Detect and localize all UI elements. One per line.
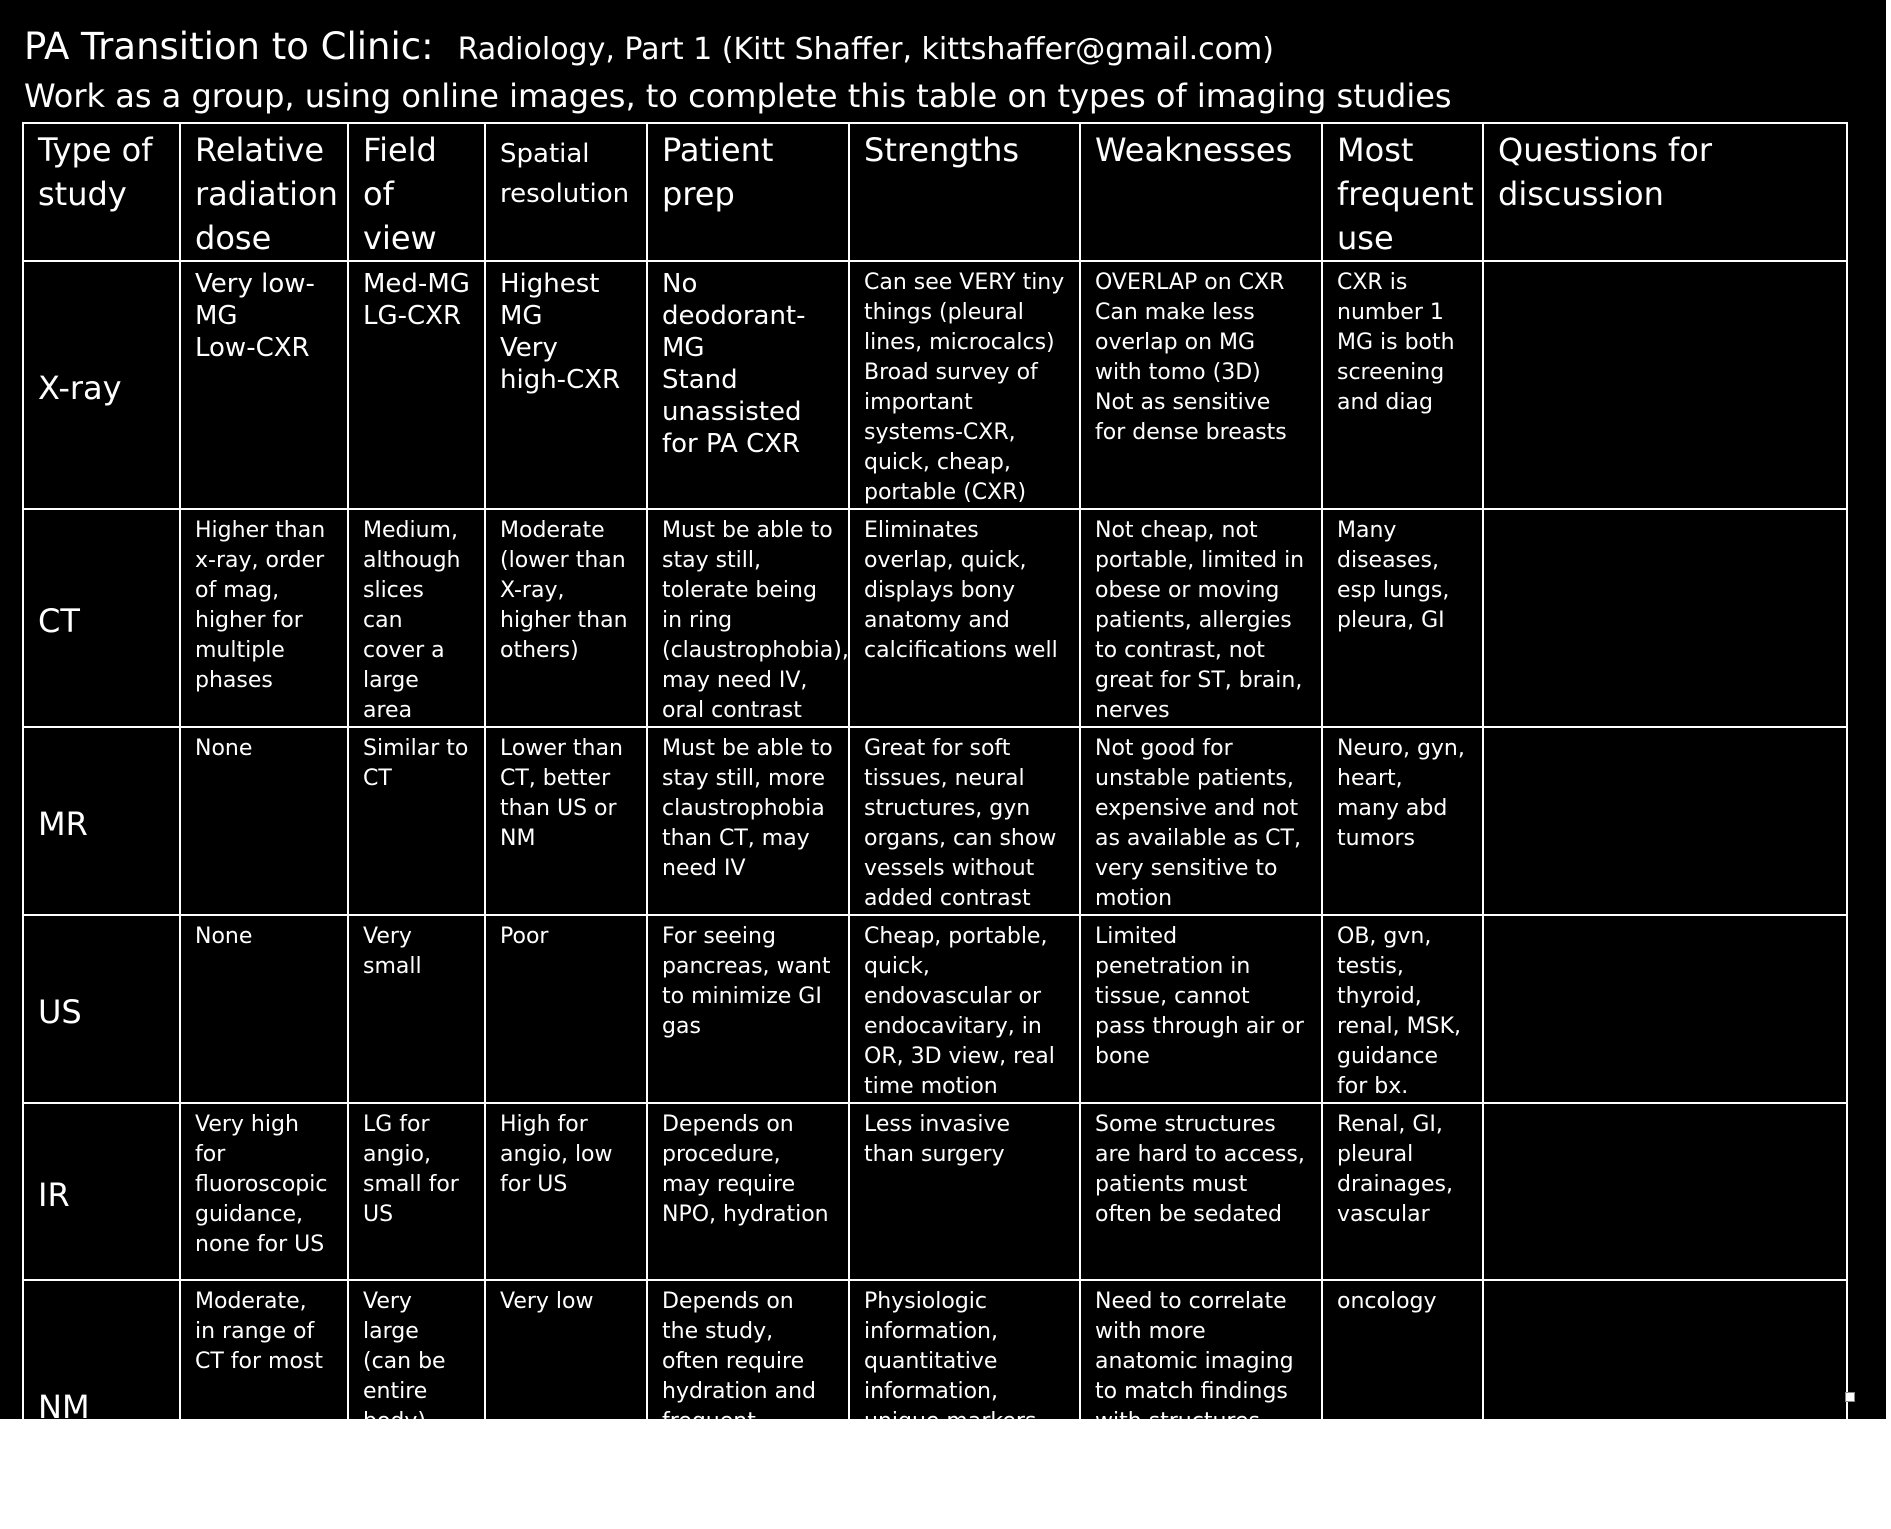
title-main: PA Transition to Clinic:	[24, 25, 434, 68]
cell-prep: No deodorant-MG Stand unassisted for PA CXR	[647, 261, 849, 509]
resize-handle[interactable]	[1845, 1392, 1855, 1402]
cell-prep: Must be able to stay still, tolerate being in ring (claustrophobia), may need IV, oral contrast	[647, 509, 849, 727]
cell-prep: Depends on procedure, may require NPO, hydration	[647, 1103, 849, 1280]
header-most-frequent-use: Most frequent use	[1322, 123, 1483, 261]
cell-questions[interactable]	[1483, 1280, 1847, 1528]
row-type: MR	[23, 727, 180, 915]
cell-use: Many diseases, esp lungs, pleura, GI	[1322, 509, 1483, 727]
cell-questions[interactable]	[1483, 915, 1847, 1103]
cell-field: LG for angio, small for US	[348, 1103, 485, 1280]
cell-weaknesses: Limited penetration in tissue, cannot pass through air or bone	[1080, 915, 1322, 1103]
cell-resolution: High for angio, low for US	[485, 1103, 647, 1280]
cell-use: Neuro, gyn, heart, many abd tumors	[1322, 727, 1483, 915]
header-spatial-resolution: Spatial resolution	[485, 123, 647, 261]
cell-questions[interactable]	[1483, 727, 1847, 915]
cell-field: Med-MG LG-CXR	[348, 261, 485, 509]
header-strengths: Strengths	[849, 123, 1080, 261]
cell-weaknesses: Not good for unstable patients, expensive and not as available as CT, very sensitive to motion	[1080, 727, 1322, 915]
header-radiation-dose: Relative radiation dose	[180, 123, 348, 261]
table-row-mr	[23, 727, 1847, 915]
cell-strengths: Can see VERY tiny things (pleural lines, microcalcs) Broad survey of important systems-CXR, quick, cheap, portable (CXR)	[849, 261, 1080, 509]
cell-prep: Depends on the study, often require hydration and frequent urination after injection	[647, 1280, 849, 1528]
cell-use: CXR is number 1 MG is both screening and diag	[1322, 261, 1483, 509]
row-type: US	[23, 915, 180, 1103]
table-row-ct	[23, 509, 1847, 727]
table-row-xray	[23, 261, 1847, 509]
table-row-us	[23, 915, 1847, 1103]
cell-strengths: Cheap, portable, quick, endovascular or endocavitary, in OR, 3D view, real time motion	[849, 915, 1080, 1103]
header-weaknesses: Weaknesses	[1080, 123, 1322, 261]
cell-resolution: Lower than CT, better than US or NM	[485, 727, 647, 915]
cell-field: Very large (can be entire body)	[348, 1280, 485, 1528]
cell-field: Very small	[348, 915, 485, 1103]
row-type: CT	[23, 509, 180, 727]
cell-dose: None	[180, 915, 348, 1103]
cell-resolution: Highest MG Very high-CXR	[485, 261, 647, 509]
row-type: NM	[23, 1280, 180, 1528]
cell-use: oncology	[1322, 1280, 1483, 1528]
table-row-nm	[23, 1280, 1847, 1528]
imaging-studies-table	[22, 122, 1848, 1529]
cell-use: Renal, GI, pleural drainages, vascular	[1322, 1103, 1483, 1280]
cell-field: Medium, although slices can cover a large area	[348, 509, 485, 727]
cell-dose: None	[180, 727, 348, 915]
cell-prep: Must be able to stay still, more claustrophobia than CT, may need IV	[647, 727, 849, 915]
cell-weaknesses: Not cheap, not portable, limited in obese or moving patients, allergies to contrast, not great for ST, brain, nerves	[1080, 509, 1322, 727]
header-row	[23, 123, 1847, 261]
cell-resolution: Poor	[485, 915, 647, 1103]
header-patient-prep: Patient prep	[647, 123, 849, 261]
header-questions: Questions for discussion	[1483, 123, 1847, 261]
instructions-text: Work as a group, using online images, to complete this table on types of imaging studies	[24, 77, 1452, 115]
cell-resolution: Moderate (lower than X-ray, higher than others)	[485, 509, 647, 727]
cell-dose: Moderate, in range of CT for most	[180, 1280, 348, 1528]
cell-use: OB, gvn, testis, thyroid, renal, MSK, guidance for bx.	[1322, 915, 1483, 1103]
cell-questions[interactable]	[1483, 1103, 1847, 1280]
cell-weaknesses: Some structures are hard to access, patients must often be sedated	[1080, 1103, 1322, 1280]
cell-dose: Higher than x-ray, order of mag, higher for multiple phases	[180, 509, 348, 727]
cell-strengths: Less invasive than surgery	[849, 1103, 1080, 1280]
cell-strengths: Great for soft tissues, neural structures, gyn organs, can show vessels without added contrast	[849, 727, 1080, 915]
cell-dose: Very high for fluoroscopic guidance, none for US	[180, 1103, 348, 1280]
cell-resolution: Very low	[485, 1280, 647, 1528]
row-type: X-ray	[23, 261, 180, 509]
cell-prep: For seeing pancreas, want to minimize GI gas	[647, 915, 849, 1103]
header-field-of-view: Field of view	[348, 123, 485, 261]
title-line	[24, 25, 1274, 68]
table-row-ir	[23, 1103, 1847, 1280]
cell-questions[interactable]	[1483, 509, 1847, 727]
cell-strengths: Eliminates overlap, quick, displays bony anatomy and calcifications well	[849, 509, 1080, 727]
cell-field: Similar to CT	[348, 727, 485, 915]
cell-dose: Very low-MG Low-CXR	[180, 261, 348, 509]
row-type: IR	[23, 1103, 180, 1280]
title-sub: Radiology, Part 1 (Kitt Shaffer, kittshaffer@gmail.com)	[457, 32, 1274, 67]
cell-weaknesses: OVERLAP on CXR Can make less overlap on MG with tomo (3D) Not as sensitive for dense breasts	[1080, 261, 1322, 509]
cell-strengths: Physiologic information, quantitative information, unique markers being developed, whole body scanning	[849, 1280, 1080, 1528]
header-type-of-study: Type of study	[23, 123, 180, 261]
cell-weaknesses: Need to correlate with more anatomic imaging to match findings with structures, expensive, not portable	[1080, 1280, 1322, 1528]
cell-questions[interactable]	[1483, 261, 1847, 509]
